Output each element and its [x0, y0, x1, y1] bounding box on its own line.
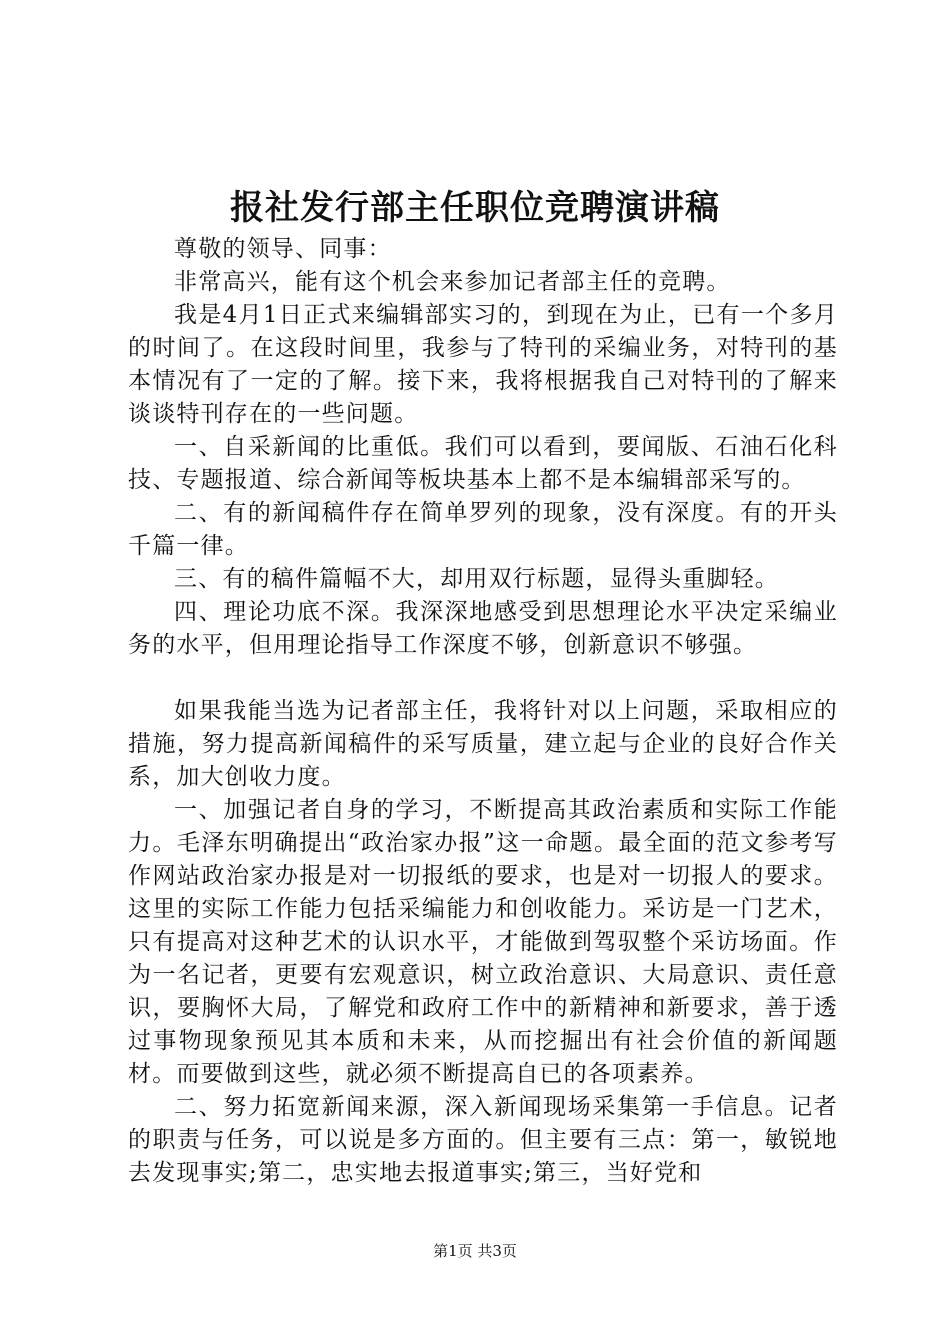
background-paragraph: 我是4月1日正式来编辑部实习的，到现在为止，已有一个多月的时间了。在这段时间里，我参与了特刊的采编业务，对特刊的基本情况有了一定的了解。接下来，我将根据我自己对特刊的了解来谈谈特刊存在的一些问题。 — [128, 302, 838, 427]
problem-paragraph-4: 四、理论功底不深。我深深地感受到思想理论水平决定采编业务的水平，但用理论指导工作深度不够，创新意识不够强。 — [128, 599, 838, 658]
problem-paragraph-3: 三、有的稿件篇幅不大，却用双行标题，显得头重脚轻。 — [174, 566, 779, 592]
plan-paragraph-1: 一、加强记者自身的学习，不断提高其政治素质和实际工作能力。毛泽东明确提出“政治家办报”这一命题。最全面的范文参考写作网站政治家办报是对一切报纸的要求，也是对一切报人的要求。这里的实际工作能力包括采编能力和创收能力。采访是一门艺术，只有提高对这种艺术的认识水平，才能做到驾驭整个采访场面。作为一名记者，更要有宏观意识，树立政治意识、大局意识、责任意识，要胸怀大局，了解党和政府工作中的新精神和新要求，善于透过事物现象预见其本质和未来，从而挖掘出有社会价值的新闻题材。而要做到这些，就必须不断提高自已的各项素养。 — [128, 797, 838, 1087]
plan-paragraph-2: 二、努力拓宽新闻来源，深入新闻现场采集第一手信息。记者的职责与任务，可以说是多方面的。但主要有三点：第一，敏锐地去发现事实;第二，忠实地去报道事实;第三，当好党和 — [128, 1094, 838, 1186]
opening-paragraph: 非常高兴，能有这个机会来参加记者部主任的竞聘。 — [174, 269, 731, 295]
document-body — [128, 233, 838, 1190]
plan-intro-paragraph: 如果我能当选为记者部主任，我将针对以上问题，采取相应的措施，努力提高新闻稿件的采写质量，建立起与企业的良好合作关系，加大创收力度。 — [128, 698, 838, 790]
salutation-paragraph: 尊敬的领导、同事： — [174, 236, 392, 262]
problem-paragraph-2: 二、有的新闻稿件存在简单罗列的现象，没有深度。有的开头千篇一律。 — [128, 500, 838, 559]
document-title: 报社发行部主任职位竞聘演讲稿 — [230, 188, 720, 228]
page-footer: 第1页 共3页 — [433, 1242, 517, 1260]
problem-paragraph-1: 一、自采新闻的比重低。我们可以看到，要闻版、石油石化科技、专题报道、综合新闻等板块基本上都不是本编辑部采写的。 — [128, 434, 838, 493]
